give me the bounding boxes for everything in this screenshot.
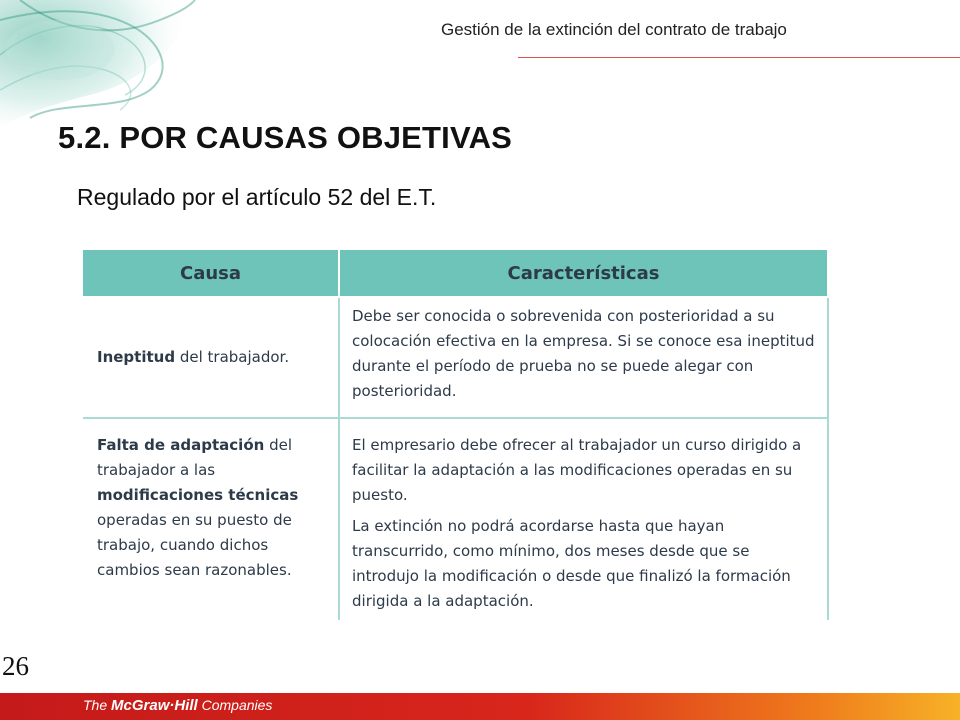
cause-cell xyxy=(83,418,339,620)
cause-text: del trabajador. xyxy=(175,348,290,366)
characteristics-text: Debe ser conocida o sobrevenida con posterioridad a su colocación efectiva en la empresa. Si se conoce esa ineptitud durante el período de prueba no se puede alegar con posterioridad. xyxy=(352,307,815,400)
header-rule xyxy=(518,57,960,58)
cause-cell xyxy=(83,297,339,418)
logo-prefix: The xyxy=(83,697,112,713)
header-caracteristicas: Características xyxy=(339,250,828,297)
table-row xyxy=(83,418,828,620)
cause-bold: modificaciones técnicas xyxy=(97,486,299,504)
cause-text: del trabajador a las xyxy=(97,436,292,479)
cause-text: operadas en su puesto de trabajo, cuando dichos cambios sean razonables. xyxy=(97,511,292,579)
decorative-swirl xyxy=(0,0,200,130)
publisher-logo xyxy=(83,697,272,714)
characteristics-text: La extinción no podrá acordarse hasta que hayan transcurrido, como mínimo, dos meses desde que se introdujo la modificación o desde que finalizó la formación dirigida a la adaptación. xyxy=(352,517,791,610)
cause-bold: Ineptitud xyxy=(97,348,176,366)
page-number: 26 xyxy=(2,651,29,681)
section-subtitle: Regulado por el artículo 52 del E.T. xyxy=(77,184,437,210)
cause-bold: Falta de adaptación xyxy=(97,436,265,454)
table-row xyxy=(83,297,828,418)
characteristics-text: El empresario debe ofrecer al trabajador un curso dirigido a facilitar la adaptación a las modificaciones operadas en su puesto. xyxy=(352,436,802,504)
header-title: Gestión de la extinción del contrato de trabajo xyxy=(441,20,787,39)
section-heading: 5.2. POR CAUSAS OBJETIVAS xyxy=(58,120,513,155)
header-causa: Causa xyxy=(83,250,339,297)
logo-suffix: Companies xyxy=(197,697,273,713)
table-header-row xyxy=(83,250,828,297)
characteristics-cell xyxy=(339,297,828,418)
causes-table xyxy=(83,250,831,620)
characteristics-cell xyxy=(339,418,828,620)
logo-brand: McGraw·Hill xyxy=(111,697,198,714)
